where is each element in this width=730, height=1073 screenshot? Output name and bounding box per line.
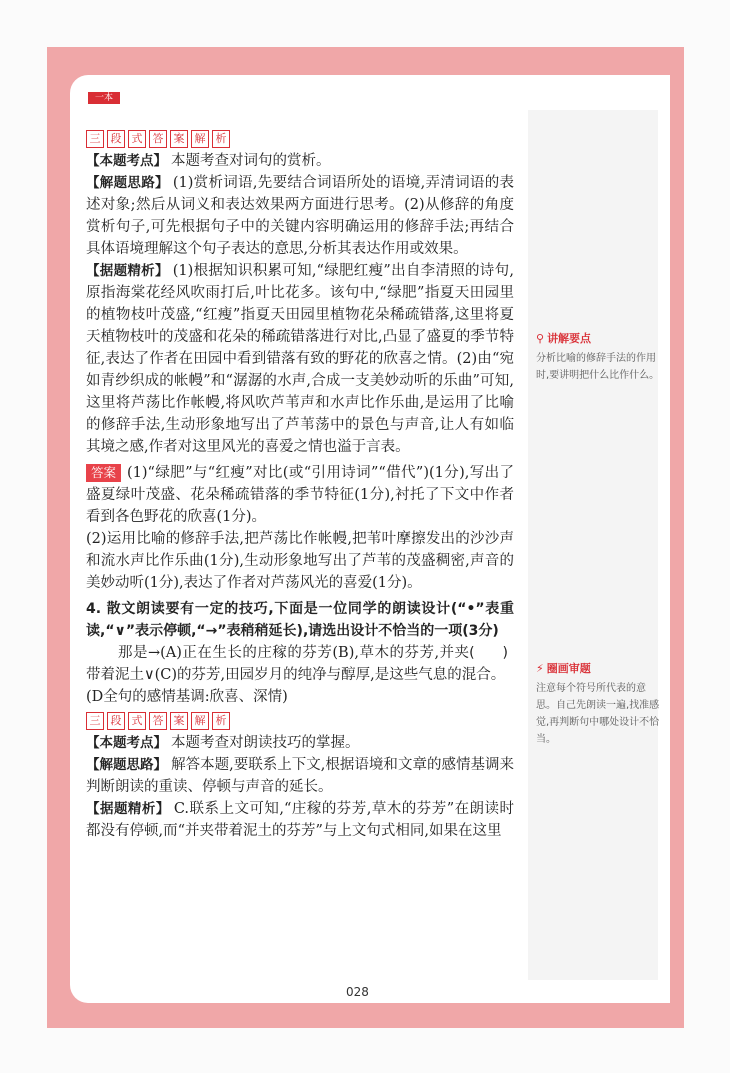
silu-paragraph-2 bbox=[86, 754, 514, 798]
jingxi-paragraph bbox=[86, 260, 514, 458]
header-char: 答 bbox=[149, 130, 167, 148]
header-char: 段 bbox=[107, 130, 125, 148]
jingxi-paragraph-2 bbox=[86, 798, 514, 842]
tip-review-title-text: 圈画审题 bbox=[546, 662, 591, 675]
kaodian-label: 【本题考点】 bbox=[86, 153, 167, 169]
kaodian-text: 本题考查对词句的赏析。 bbox=[171, 153, 331, 169]
header-char: 段 bbox=[107, 712, 125, 730]
question-4-note: (D全句的感情基调:欣喜、深情) bbox=[86, 689, 288, 705]
main-content bbox=[86, 130, 514, 842]
question-4-stem bbox=[86, 598, 514, 661]
jingxi-text: (1)根据知识积累可知,“绿肥红瘦”出自李清照的诗句,原指海棠花经风吹雨打后,叶比花多。该句中,“绿肥”指夏天田园里的植物枝叶茂盛,“红瘦”指夏天田园里植物花朵稀疏错落,这里将夏天植物枝叶的茂盛和花朵的稀疏错落进行对比,凸显了盛夏的季节特征,表达了作者在田园中看到错落有致的野花的欣喜之情。(2)由“宛如青纱织成的帐幔”和“潺潺的水声,合成一支美妙动听的乐曲”可知,这里将芦荡比作帐幔,将风吹芦苇声和水声比作乐曲,是运用了比喻的修辞手法,生动形象地写出了芦苇荡中的景色与声音,让人有如临其境之感,作者对这里风光的喜爱之情也溢于言表。 bbox=[86, 263, 514, 455]
bolt-icon: ⚡ bbox=[536, 662, 544, 675]
tip-explain bbox=[536, 330, 706, 384]
answer-text-2: (2)运用比喻的修辞手法,把芦荡比作帐幔,把苇叶摩擦发出的沙沙声和流水声比作乐曲(1分),生动形象地写出了芦苇的茂盛稠密,声音的美妙动听(1分),表达了作者对芦荡风光的喜爱(1分)。 bbox=[86, 531, 514, 591]
tip-review bbox=[536, 660, 706, 748]
answer-tag: 答案 bbox=[86, 464, 121, 482]
kaodian-paragraph bbox=[86, 150, 514, 172]
question-4-text: 4. 散文朗读要有一定的技巧,下面是一位同学的朗读设计(“•”表重读,“∨”表示停顿,“→”表稍稍延长),请选出设计不恰当的一项(3分) bbox=[86, 601, 514, 639]
section-header-2 bbox=[86, 712, 514, 730]
kaodian-paragraph-2 bbox=[86, 732, 514, 754]
answer-text-1: (1)“绿肥”与“红瘦”对比(或“引用诗词”“借代”)(1分),写出了盛夏绿叶茂盛、花朵稀疏错落的季节特征(1分),衬托了下文中作者看到各色野花的欣喜(1分)。 bbox=[86, 465, 514, 525]
kaodian-label: 【本题考点】 bbox=[86, 735, 167, 751]
header-char: 三 bbox=[86, 712, 104, 730]
answer-blank: ( ) bbox=[469, 645, 508, 661]
kaodian-text: 本题考查对朗读技巧的掌握。 bbox=[171, 735, 360, 751]
page-number: 028 bbox=[346, 985, 369, 999]
header-char: 答 bbox=[149, 712, 167, 730]
silu-text: 解答本题,要联系上下文,根据语境和文章的感情基调来判断朗读的重读、停顿与声音的延长。 bbox=[86, 757, 515, 795]
header-char: 式 bbox=[128, 712, 146, 730]
silu-text: (1)赏析词语,先要结合词语所处的语境,弄清词语的表述对象;然后从词义和表达效果两方面进行思考。(2)从修辞的角度赏析句子,可先根据句子中的关键内容明确运用的修辞手法;再结合具体语境理解这个句子表达的意思,分析其表达作用或效果。 bbox=[86, 175, 514, 257]
header-char: 案 bbox=[170, 130, 188, 148]
silu-paragraph bbox=[86, 172, 514, 260]
margin-notes-column bbox=[528, 110, 658, 980]
tip-review-body: 注意每个符号所代表的意思。自己先朗读一遍,找准感觉,再判断句中哪处设计不恰当。 bbox=[536, 683, 660, 745]
header-char: 三 bbox=[86, 130, 104, 148]
silu-label: 【解题思路】 bbox=[86, 757, 168, 773]
answer-paragraph-2 bbox=[86, 528, 514, 594]
publisher-logo: 一本 bbox=[88, 92, 120, 104]
header-char: 式 bbox=[128, 130, 146, 148]
jingxi-text: C.联系上文可知,“庄稼的芬芳,草木的芬芳”在朗读时都没有停顿,而“并夹带着泥土的芬芳”与上文句式相同,如果在这里 bbox=[86, 801, 515, 839]
tip-explain-title-text: 讲解要点 bbox=[547, 332, 592, 345]
bulb-icon: ⚲ bbox=[536, 332, 545, 345]
tip-explain-title bbox=[536, 330, 706, 346]
tip-review-title bbox=[536, 660, 706, 676]
answer-paragraph-1 bbox=[86, 462, 514, 528]
header-char: 析 bbox=[212, 712, 230, 730]
header-char: 解 bbox=[191, 712, 209, 730]
question-4-passage: 那是→(A)正在生长的庄稼的芬芳(B),草木的芬芳,并夹带着泥土∨(C)的芬芳,田园岁月的纯净与醇厚,是这些气息的混合。 bbox=[86, 645, 506, 683]
tip-explain-body: 分析比喻的修辞手法的作用时,要讲明把什么比作什么。 bbox=[536, 353, 660, 381]
header-char: 解 bbox=[191, 130, 209, 148]
header-char: 析 bbox=[212, 130, 230, 148]
jingxi-label: 【据题精析】 bbox=[86, 801, 170, 817]
section-header-1 bbox=[86, 130, 514, 148]
jingxi-label: 【据题精析】 bbox=[86, 263, 169, 279]
header-char: 案 bbox=[170, 712, 188, 730]
silu-label: 【解题思路】 bbox=[86, 175, 169, 191]
